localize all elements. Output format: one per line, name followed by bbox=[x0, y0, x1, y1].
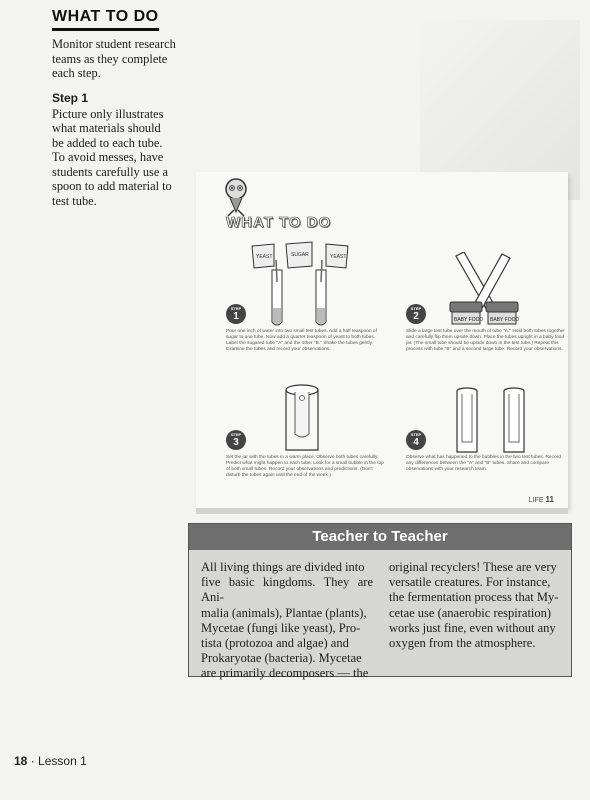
insert-page-footer bbox=[529, 495, 554, 504]
intro-line: Monitor student research bbox=[52, 37, 176, 51]
step1-badge bbox=[226, 304, 246, 324]
step3-badge bbox=[226, 430, 246, 450]
insert-shadow bbox=[196, 508, 568, 514]
step1-title: Step 1 bbox=[52, 90, 89, 105]
insert-footer-page: 11 bbox=[545, 495, 554, 504]
step1-line: Picture only illustrates bbox=[52, 106, 164, 121]
step1-line: be added to each tube. bbox=[52, 135, 163, 150]
step1-line: test tube. bbox=[52, 193, 97, 208]
step-label: STEP bbox=[410, 432, 422, 437]
intro-text bbox=[52, 37, 178, 81]
step1-line: students carefully use a bbox=[52, 164, 168, 179]
inverted-tubes-illustration bbox=[444, 252, 524, 328]
tube-in-jar-illustration bbox=[282, 382, 322, 454]
body-line: the fermentation process that My- bbox=[389, 590, 559, 605]
step2-instructions: Slide a large test tube over the mouth of tube "A." Hold both tubes together and carefully flip them upside down. Place the tubes upright in a baby food jar. (The small tube should be upside down in the test tube.) Repeat this process with tube "B" and a second large tube. Record your observations. bbox=[406, 329, 565, 352]
teacher-column-left bbox=[201, 560, 373, 682]
step4-instructions: Observe what has happened to the bubbles in the two test tubes. Record any differences between the "A" and "B" tubes. Share and compare observations with your research team. bbox=[406, 455, 561, 472]
body-line: All living things are divided into bbox=[201, 560, 365, 574]
intro-line: teams as they complete bbox=[52, 51, 168, 66]
step-label: STEP bbox=[230, 306, 242, 311]
page-footer bbox=[14, 754, 87, 768]
step-label: STEP bbox=[410, 306, 422, 311]
step-number: 2 bbox=[413, 311, 419, 322]
insert-footer-section: LIFE bbox=[528, 497, 544, 504]
body-line: five basic kingdoms. They are Ani- bbox=[201, 575, 373, 605]
body-line: tista (protozoa and algae) and bbox=[201, 636, 349, 651]
step1-line: what materials should bbox=[52, 121, 161, 135]
body-line: Mycetae (fungi like yeast), Pro- bbox=[201, 620, 361, 635]
body-line: cetae use (anaerobic respiration) bbox=[389, 605, 552, 620]
insert-heading: WHAT TO DO bbox=[226, 214, 332, 231]
what-to-do-heading: WHAT TO DO bbox=[52, 8, 159, 31]
body-line: malia (animals), Plantae (plants), bbox=[201, 605, 367, 620]
step1-line: To avoid messes, have bbox=[52, 150, 164, 164]
body-line: are primarily decomposers — the bbox=[201, 666, 369, 681]
step-number: 4 bbox=[413, 437, 419, 448]
body-line: oxygen from the atmosphere. bbox=[389, 636, 536, 651]
packet-label: SUGAR bbox=[291, 252, 309, 258]
body-line: versatile creatures. For instance, bbox=[389, 575, 551, 590]
yeast-sugar-tubes-illustration bbox=[246, 238, 356, 332]
intro-line: each step. bbox=[52, 66, 101, 80]
step1-text bbox=[52, 107, 178, 209]
teacher-column-right bbox=[389, 560, 561, 651]
jar-label: BABY FOOD bbox=[490, 317, 520, 323]
step2-badge bbox=[406, 304, 426, 324]
teacher-to-teacher-title: Teacher to Teacher bbox=[189, 524, 571, 550]
page-number: 18 bbox=[14, 754, 28, 768]
step-number: 1 bbox=[233, 311, 239, 322]
step-label: STEP bbox=[230, 432, 242, 437]
step-number: 3 bbox=[233, 437, 239, 448]
teacher-to-teacher-box bbox=[188, 523, 572, 681]
footer-separator: · bbox=[30, 754, 35, 768]
step4-badge bbox=[406, 430, 426, 450]
body-line: works just fine, even without any bbox=[389, 620, 556, 635]
step3-instructions: Set the jar with the tubes in a warm place. Observe both tubes carefully. Predict what might happen to each tube. Look for a small bubble in the top of both small tubes. Record your observations and predictions. (Don't disturb the tubes again until the end of the week.) bbox=[226, 455, 384, 478]
body-line: Prokaryotae (bacteria). Mycetae bbox=[201, 651, 362, 666]
lesson-label: Lesson 1 bbox=[38, 754, 87, 768]
step1-instructions: Pour one inch of water into two small test tubes. Add a half teaspoon of sugar to one tube. Now add a quarter teaspoon of yeast to both tubes. Label the sugared tube "A" and the other "B." Shake the tubes gently. Examine the tubes and record your observations. bbox=[226, 329, 377, 352]
two-tubes-illustration bbox=[452, 386, 532, 456]
packet-label: YEAST bbox=[256, 254, 273, 260]
student-page-insert bbox=[196, 172, 568, 508]
packet-label: YEAST bbox=[330, 254, 347, 260]
body-line: original recyclers! These are very bbox=[389, 560, 557, 574]
step1-line: spoon to add material to bbox=[52, 179, 172, 193]
teacher-notes-column bbox=[52, 8, 178, 208]
jar-label: BABY FOOD bbox=[454, 317, 484, 323]
